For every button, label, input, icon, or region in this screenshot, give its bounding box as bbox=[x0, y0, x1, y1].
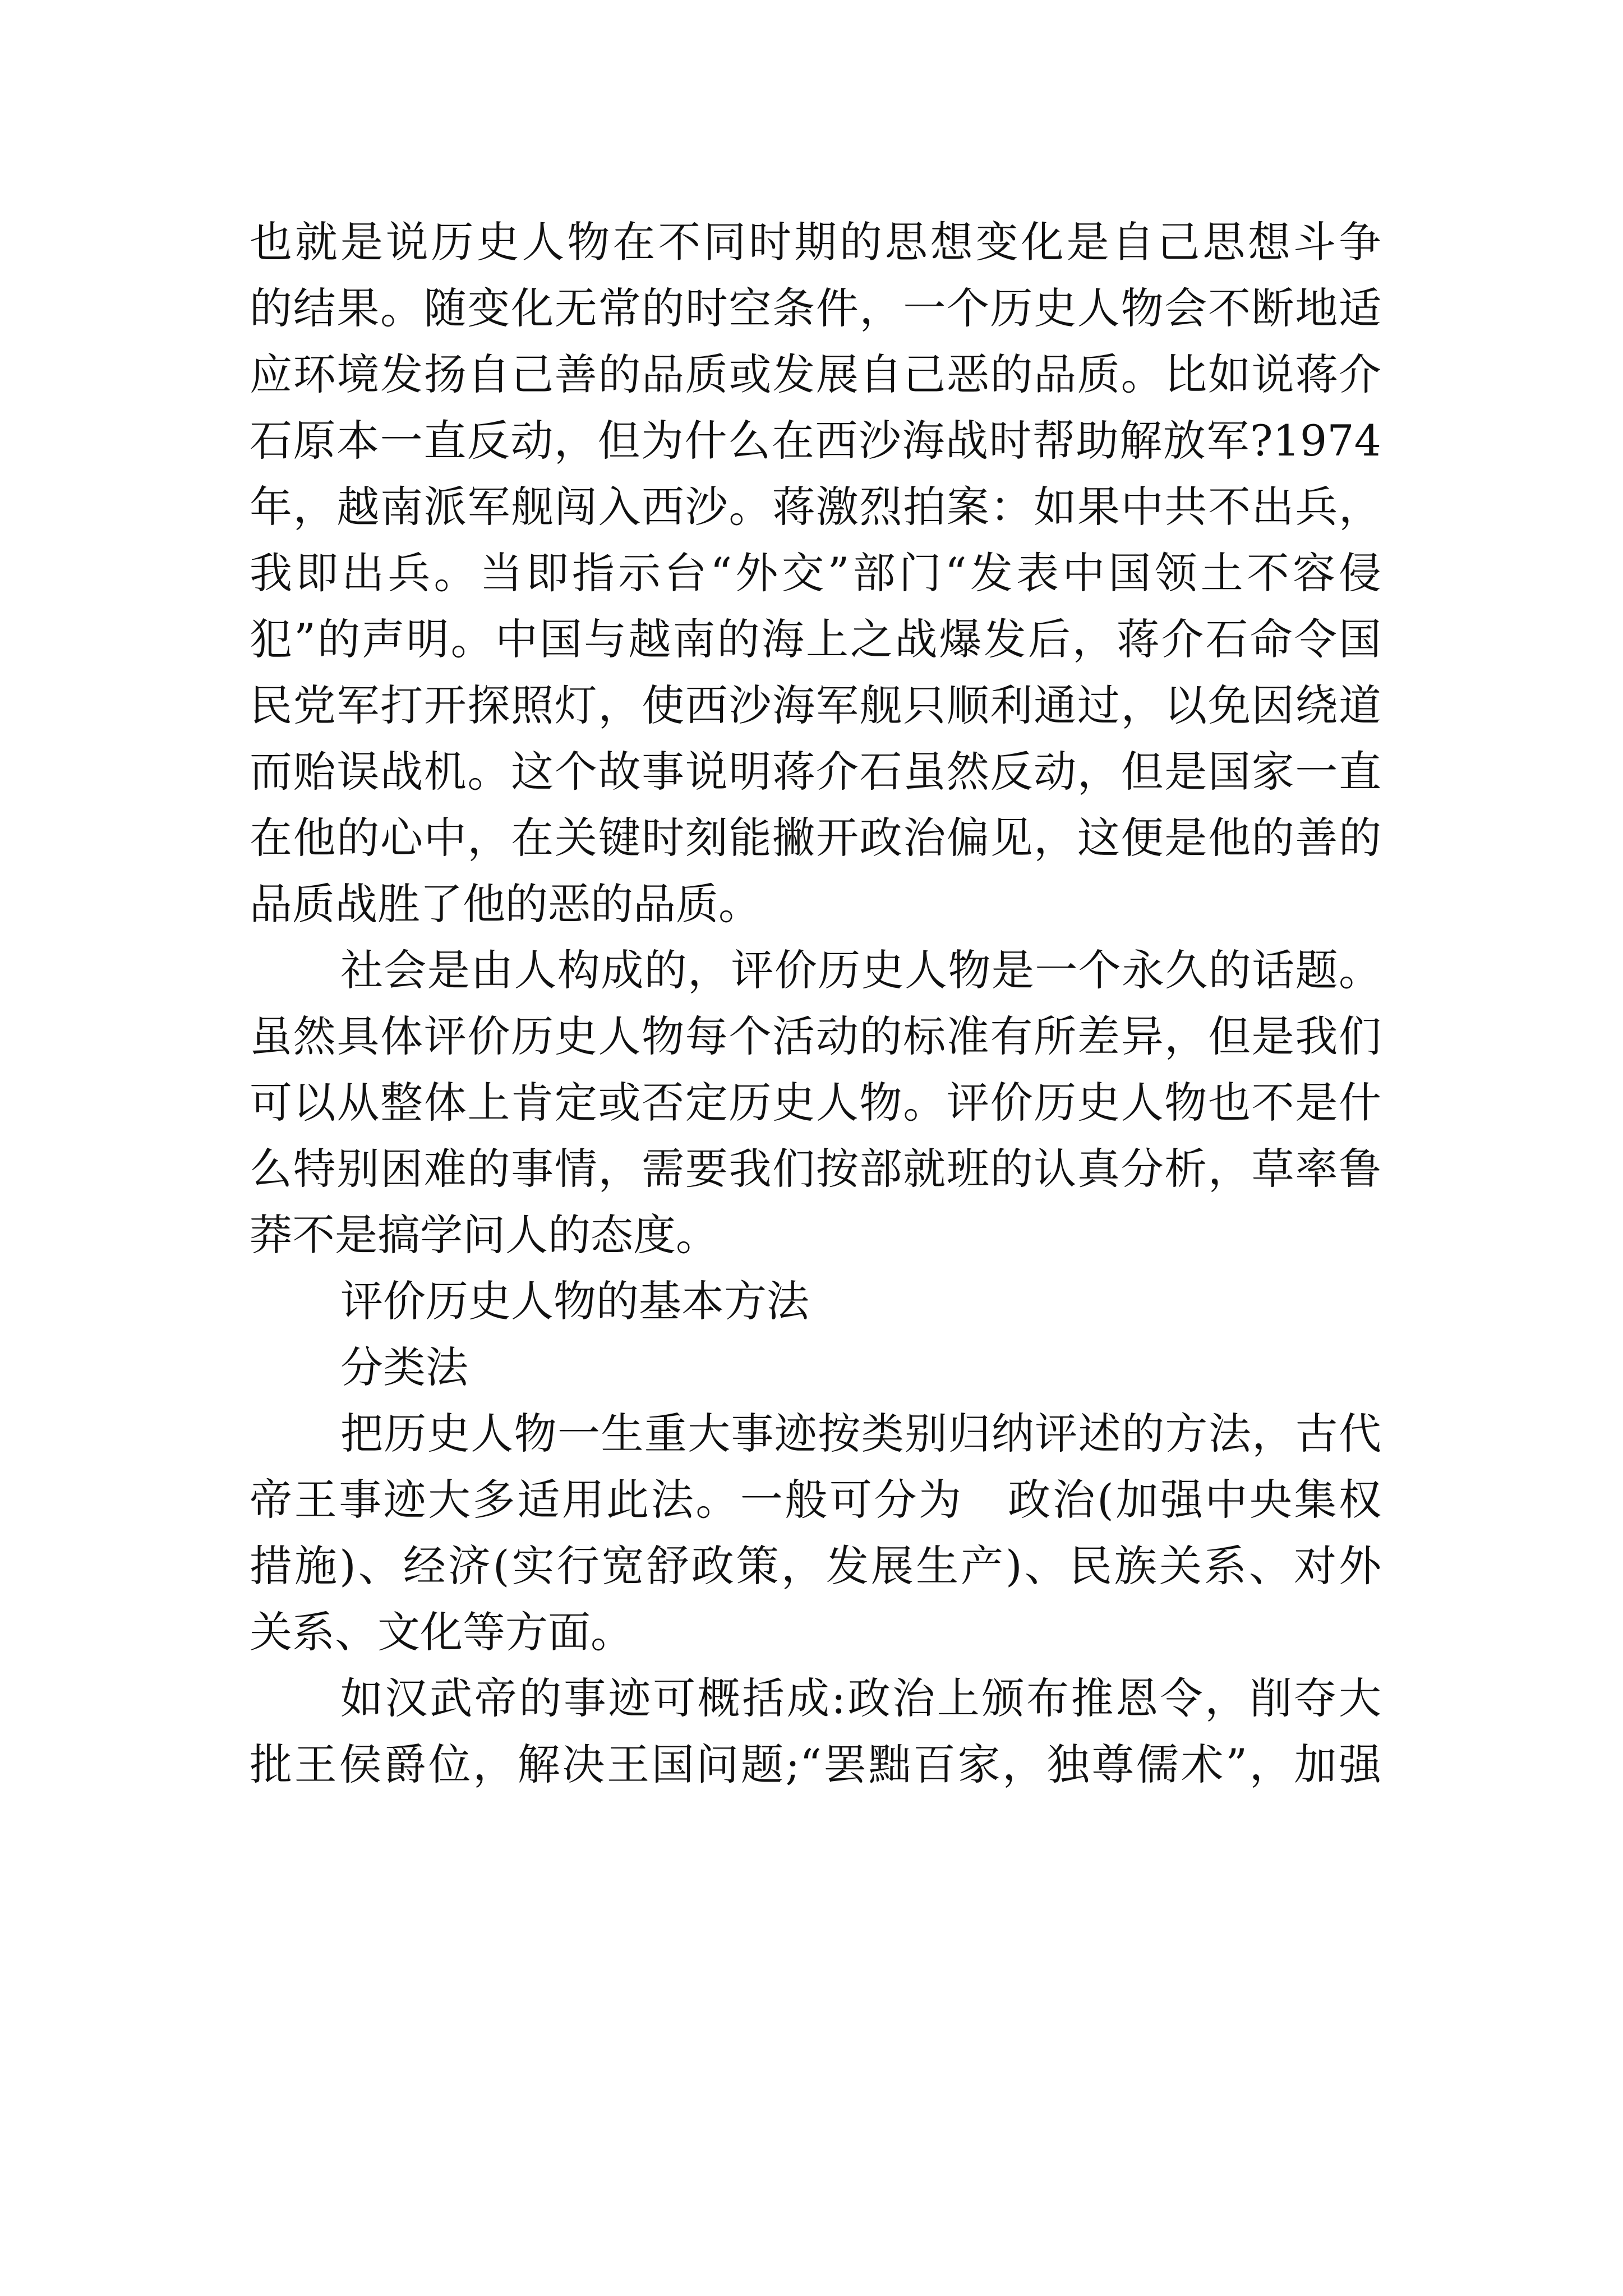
text-line: 的结果。随变化无常的时空条件，一个历史人物会不断地适 bbox=[250, 283, 1381, 333]
text-line: 虽然具体评价历史人物每个活动的标准有所差异，但是我们 bbox=[250, 1011, 1381, 1061]
text-line: 民党军打开探照灯，使西沙海军舰只顺利通过，以免因绕道 bbox=[250, 680, 1381, 730]
text-line: 帝王事迹大多适用此法。一般可分为 政治(加强中央集权 bbox=[250, 1475, 1381, 1525]
paragraph-first-line: 把历史人物一生重大事迹按类别归纳评述的方法，古代 bbox=[340, 1409, 1381, 1458]
text-line: 年，越南派军舰闯入西沙。蒋激烈拍案：如果中共不出兵， bbox=[250, 482, 1381, 532]
text-line: 也就是说历史人物在不同时期的思想变化是自己思想斗争 bbox=[250, 217, 1381, 267]
document-body bbox=[250, 209, 1381, 1798]
text-line: 批王侯爵位，解决王国问题;“罢黜百家，独尊儒术”，加强 bbox=[250, 1740, 1381, 1789]
text-line: 应环境发扬自己善的品质或发展自己恶的品质。比如说蒋介 bbox=[250, 349, 1381, 399]
subheading: 分类法 bbox=[340, 1342, 468, 1392]
text-line: 在他的心中，在关键时刻能撇开政治偏见，这便是他的善的 bbox=[250, 813, 1381, 863]
text-line: 么特别困难的事情，需要我们按部就班的认真分析，草率鲁 bbox=[250, 1144, 1381, 1194]
text-line: 犯”的声明。中国与越南的海上之战爆发后，蒋介石命令国 bbox=[250, 614, 1381, 664]
text-line: 关系、文化等方面。 bbox=[250, 1607, 633, 1657]
paragraph-first-line: 社会是由人构成的，评价历史人物是一个永久的话题。 bbox=[340, 945, 1381, 995]
text-line: 莽不是搞学问人的态度。 bbox=[250, 1210, 718, 1260]
text-line: 我即出兵。当即指示台“外交”部门“发表中国领土不容侵 bbox=[250, 548, 1381, 598]
paragraph-first-line: 如汉武帝的事迹可概括成:政治上颁布推恩令，削夺大 bbox=[340, 1673, 1381, 1723]
text-line: 可以从整体上肯定或否定历史人物。评价历史人物也不是什 bbox=[250, 1078, 1381, 1128]
text-line: 石原本一直反动，但为什么在西沙海战时帮助解放军?1974 bbox=[250, 416, 1381, 466]
text-line: 措施)、经济(实行宽舒政策，发展生产)、民族关系、对外 bbox=[250, 1541, 1381, 1591]
section-heading: 评价历史人物的基本方法 bbox=[340, 1276, 809, 1326]
text-line: 品质战胜了他的恶的品质。 bbox=[250, 879, 761, 929]
text-line: 而贻误战机。这个故事说明蒋介石虽然反动，但是国家一直 bbox=[250, 747, 1381, 797]
